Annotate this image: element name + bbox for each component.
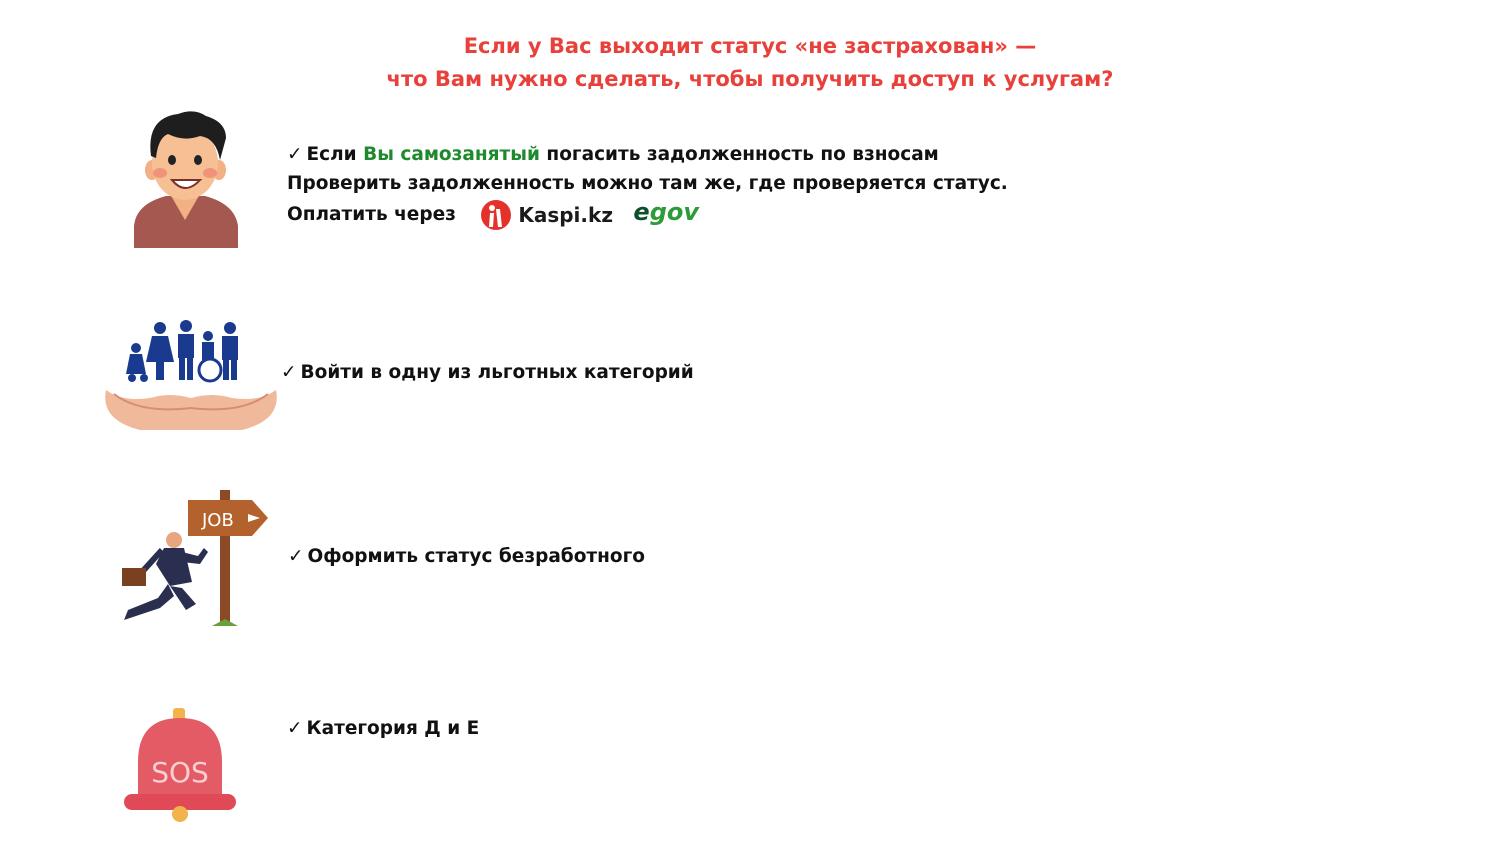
item-2-text — [281, 358, 694, 387]
check-icon: ✓ — [288, 546, 304, 567]
item-4-text — [287, 714, 479, 743]
pay-via-label: Оплатить через — [287, 204, 456, 225]
egov-logo — [633, 198, 699, 226]
man-avatar-icon — [128, 108, 243, 250]
title-line-1: Если у Вас выходит статус «не застрахован» — — [463, 34, 1037, 58]
title-line-2: что Вам нужно сделать, чтобы получить доступ к услугам? — [386, 67, 1114, 91]
item-1-line-2: Проверить задолженность можно там же, где проверяется статус. — [287, 173, 1008, 194]
egov-logo-rest: gov — [649, 198, 699, 226]
check-icon: ✓ — [281, 362, 297, 383]
family-in-hands-icon — [100, 318, 282, 436]
item-2-label: Войти в одну из льготных категорий — [300, 362, 694, 383]
check-icon: ✓ — [287, 718, 303, 739]
check-icon: ✓ — [287, 144, 303, 165]
sos-bell-icon — [122, 708, 238, 822]
kaspi-icon — [480, 199, 512, 231]
item-1-pre: Если — [306, 144, 357, 165]
item-1-text — [287, 140, 1008, 231]
egov-logo-e: e — [633, 198, 650, 226]
kaspi-logo-text: Kaspi.kz — [518, 202, 613, 227]
job-runner-icon — [112, 486, 272, 630]
page-title — [0, 30, 1500, 96]
sos-text: SOS — [151, 756, 209, 789]
item-4-label: Категория Д и Е — [306, 718, 480, 739]
item-3-label: Оформить статус безработного — [307, 546, 646, 567]
self-employed-highlight: Вы самозанятый — [363, 144, 540, 165]
item-1-line-3 — [287, 198, 1008, 231]
kaspi-logo — [480, 199, 613, 231]
job-sign-text: JOB — [202, 510, 234, 531]
item-1-line-1 — [287, 140, 1008, 169]
item-1-post: погасить задолженность по взносам — [546, 144, 939, 165]
item-3-text — [288, 542, 645, 571]
